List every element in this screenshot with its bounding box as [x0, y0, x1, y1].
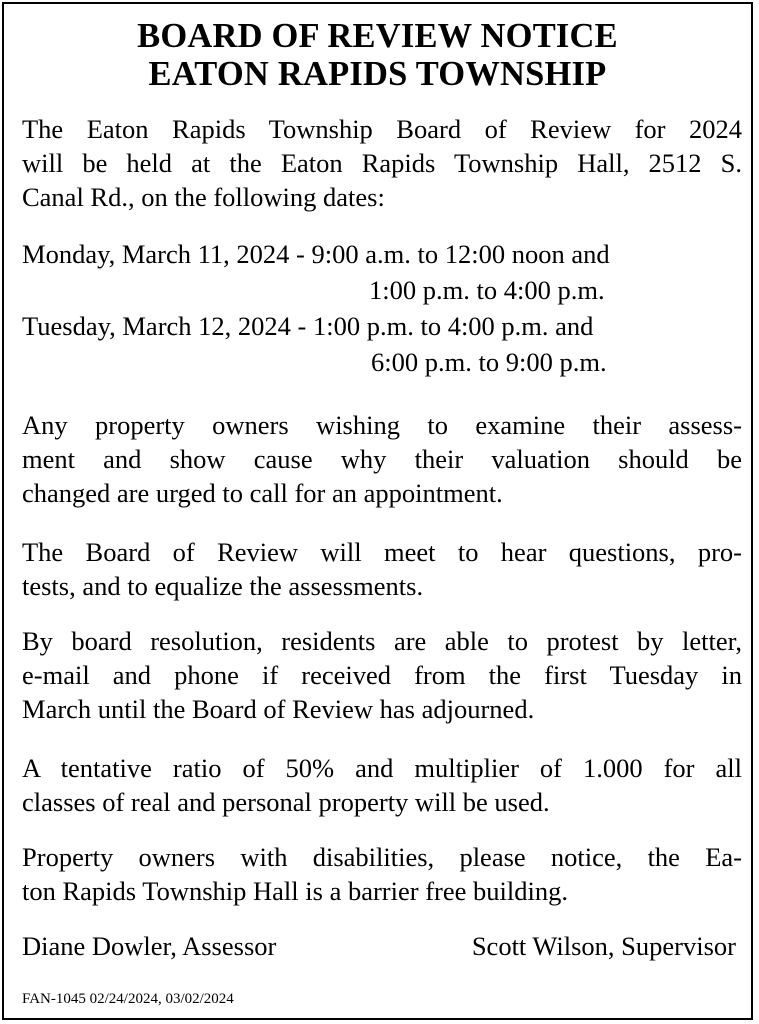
- intro-line: Canal Rd., on the following dates:: [22, 182, 385, 212]
- intro-line: The Eaton Rapids Township Board of Review for 2024: [22, 114, 742, 144]
- paragraph-line: By board resolution, residents are able to protest by letter,: [22, 626, 742, 656]
- schedule-day: [22, 237, 610, 271]
- paragraph-line: ment and show cause why their valuation should be: [22, 444, 742, 474]
- schedule-day: [22, 309, 593, 343]
- notice-subtitle: EATON RAPIDS TOWNSHIP: [148, 55, 607, 93]
- meeting-paragraph: [22, 535, 742, 603]
- schedule-time: 1:00 p.m. to 4:00 p.m.: [369, 275, 605, 305]
- schedule-day-label: Monday, March 11, 2024 -: [22, 239, 312, 269]
- paragraph-line: classes of real and personal property will be used.: [22, 787, 550, 817]
- paragraph-line: March until the Board of Review has adjourned.: [22, 694, 535, 724]
- paragraph-line: A tentative ratio of 50% and multiplier of 1.000 for all: [22, 753, 742, 783]
- paragraph-line: tests, and to equalize the assessments.: [22, 571, 424, 601]
- assessor-signature: Diane Dowler, Assessor: [22, 931, 277, 961]
- paragraph-line: changed are urged to call for an appointment.: [22, 478, 503, 508]
- publication-footer: FAN-1045 02/24/2024, 03/02/2024: [22, 991, 234, 1007]
- ratio-paragraph: [22, 751, 742, 819]
- schedule-time: 6:00 p.m. to 9:00 p.m.: [371, 347, 607, 377]
- protest-paragraph: [22, 624, 742, 726]
- paragraph-line: Property owners with disabilities, please notice, the Ea-: [22, 842, 742, 872]
- intro-line: will be held at the Eaton Rapids Township Hall, 2512 S.: [22, 148, 742, 178]
- paragraph-line: The Board of Review will meet to hear questions, pro-: [22, 537, 742, 567]
- disability-paragraph: [22, 840, 742, 908]
- appointment-paragraph: [22, 408, 742, 510]
- notice-frame: [2, 2, 753, 1020]
- notice-title: BOARD OF REVIEW NOTICE: [137, 17, 618, 55]
- schedule-day-label: Tuesday, March 12, 2024 -: [22, 311, 313, 341]
- schedule-time: 1:00 p.m. to 4:00 p.m. and: [312, 311, 594, 341]
- schedule-time: 9:00 a.m. to 12:00 noon and: [311, 239, 610, 269]
- paragraph-line: e-mail and phone if received from the first Tuesday in: [22, 660, 742, 690]
- supervisor-signature: Scott Wilson, Supervisor: [471, 931, 736, 961]
- intro-paragraph: [22, 112, 742, 214]
- paragraph-line: Any property owners wishing to examine their assess-: [22, 410, 742, 440]
- paragraph-line: ton Rapids Township Hall is a barrier free building.: [22, 876, 568, 906]
